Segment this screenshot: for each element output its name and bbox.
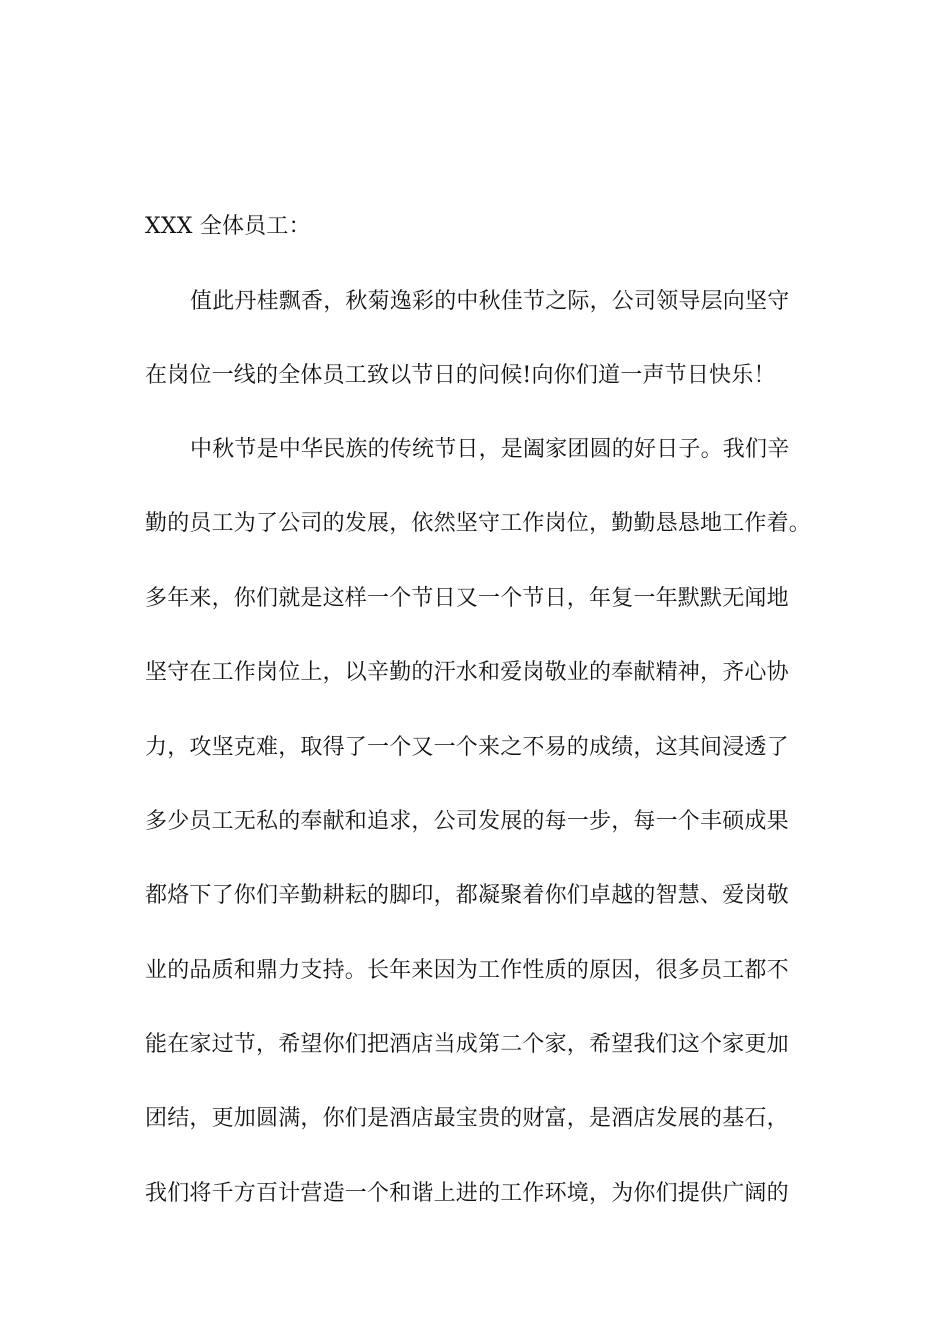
paragraph-1-line-2: 在岗位一线的全体员工致以节日的问候!向你们道一声节日快乐！ (145, 363, 776, 388)
paragraph-2-line-11: 我们将千方百计营造一个和谐上进的工作环境，为你们提供广阔的 (145, 1181, 789, 1206)
paragraph-2-line-9: 能在家过节，希望你们把酒店当成第二个家，希望我们这个家更加 (145, 1032, 789, 1057)
paragraph-2-line-4: 坚守在工作岗位上，以辛勤的汗水和爱岗敬业的奉献精神，齐心协 (145, 660, 789, 685)
paragraph-2-line-5: 力，攻坚克难，取得了一个又一个来之不易的成绩，这其间浸透了 (145, 735, 789, 760)
paragraph-1-line-1: 值此丹桂飘香，秋菊逸彩的中秋佳节之际，公司领导层向坚守 (190, 289, 790, 314)
paragraph-2-line-10: 团结，更加圆满，你们是酒店最宝贵的财富，是酒店发展的基石， (145, 1106, 789, 1131)
paragraph-2-line-2: 勤的员工为了公司的发展，依然坚守工作岗位，勤勤恳恳地工作着。 (145, 511, 812, 536)
paragraph-2-line-1: 中秋节是中华民族的传统节日，是阖家团圆的好日子。我们辛 (190, 437, 790, 462)
salutation: XXX 全体员工： (145, 214, 311, 239)
paragraph-2-line-8: 业的品质和鼎力支持。长年来因为工作性质的原因，很多员工都不 (145, 958, 789, 983)
paragraph-2-line-7: 都烙下了你们辛勤耕耘的脚印，都凝聚着你们卓越的智慧、爱岗敬 (145, 883, 789, 908)
paragraph-2-line-6: 多少员工无私的奉献和追求，公司发展的每一步，每一个丰硕成果 (145, 809, 789, 834)
paragraph-2-line-3: 多年来，你们就是这样一个节日又一个节日，年复一年默默无闻地 (145, 586, 789, 611)
